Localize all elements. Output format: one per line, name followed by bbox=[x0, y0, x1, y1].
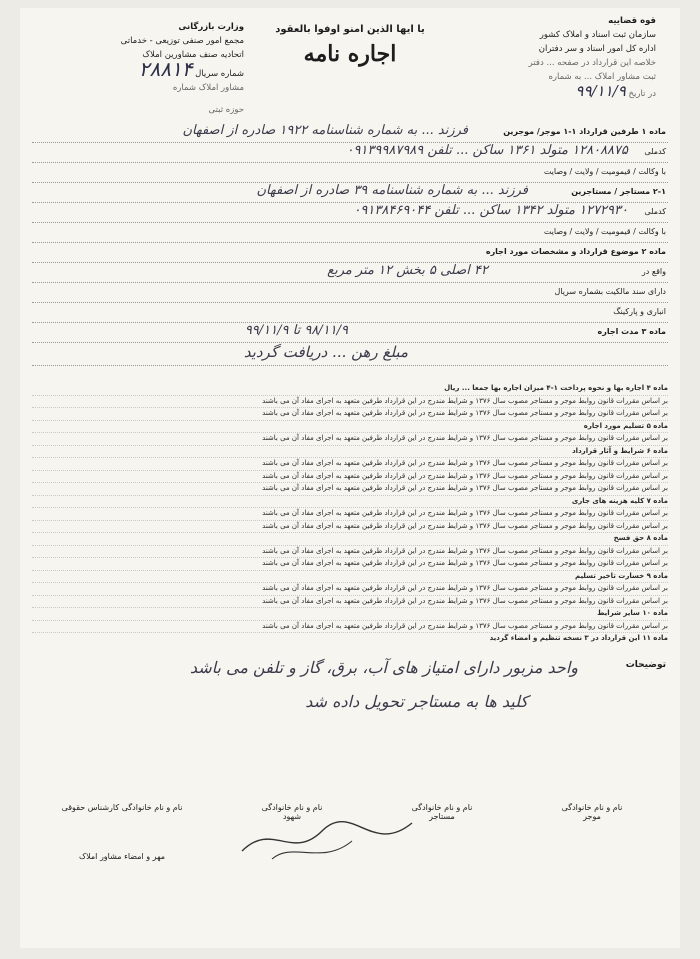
clause-6: ماده ۶ شرایط و آثار قرارداد bbox=[32, 446, 668, 459]
notes-handwritten-2: کلید ها به مستاجر تحویل داده شد bbox=[305, 692, 528, 711]
lessor-agency-label: با وکالت / قیمومیت / ولایت / وصایت bbox=[543, 167, 666, 176]
notes-section bbox=[32, 658, 668, 728]
clause-filler: بر اساس مقررات قانون روابط موجر و مستاجر مصوب سال ۱۳۷۶ و شرایط مندرج در این قرارداد طرفین متعهد به اجرای مفاد آن می باشند bbox=[32, 521, 668, 534]
clause-filler: بر اساس مقررات قانون روابط موجر و مستاجر مصوب سال ۱۳۷۶ و شرایط مندرج در این قرارداد طرفین متعهد به اجرای مفاد آن می باشند bbox=[32, 558, 668, 571]
clause-filler: بر اساس مقررات قانون روابط موجر و مستاجر مصوب سال ۱۳۷۶ و شرایط مندرج در این قرارداد طرفین متعهد به اجرای مفاد آن می باشند bbox=[32, 596, 668, 609]
clause-filler: بر اساس مقررات قانون روابط موجر و مستاجر مصوب سال ۱۳۷۶ و شرایط مندرج در این قرارداد طرفین متعهد به اجرای مفاد آن می باشند bbox=[32, 458, 668, 471]
registration-org-line: سازمان ثبت اسناد و املاک کشور bbox=[539, 30, 656, 40]
header-center bbox=[250, 24, 450, 67]
lessor-line bbox=[32, 123, 668, 143]
date-line bbox=[446, 84, 656, 101]
notes-handwritten-1: واحد مزبور دارای امتیاز های آب، برق، گاز و تلفن می باشد bbox=[189, 658, 578, 677]
lessor-sig-label: نام و نام خانوادگی bbox=[561, 803, 623, 812]
clause-filler: بر اساس مقررات قانون روابط موجر و مستاجر مصوب سال ۱۳۷۶ و شرایط مندرج در این قرارداد طرفین متعهد به اجرای مفاد آن می باشند bbox=[32, 483, 668, 496]
lessee-sig-role: مستاجر bbox=[429, 812, 455, 821]
ministry-line: وزارت بازرگانی bbox=[178, 22, 244, 32]
clause-5: ماده ۵ تسلیم مورد اجاره bbox=[32, 421, 668, 434]
judiciary-line: قوه قضاییه bbox=[608, 16, 656, 26]
deposit-note-line bbox=[32, 343, 668, 366]
clause-filler: بر اساس مقررات قانون روابط موجر و مستاجر مصوب سال ۱۳۷۶ و شرایط مندرج در این قرارداد طرفین متعهد به اجرای مفاد آن می باشند bbox=[32, 583, 668, 596]
clause-filler: بر اساس مقررات قانون روابط موجر و مستاجر مصوب سال ۱۳۷۶ و شرایط مندرج در این قرارداد طرفین متعهد به اجرای مفاد آن می باشند bbox=[32, 408, 668, 421]
clause-filler: بر اساس مقررات قانون روابط موجر و مستاجر مصوب سال ۱۳۷۶ و شرایط مندرج در این قرارداد طرفین متعهد به اجرای مفاد آن می باشند bbox=[32, 546, 668, 559]
clause-9: ماده ۹ خسارت تاخیر تسلیم bbox=[32, 571, 668, 584]
date-handwritten: ۹۹/۱۱/۹ bbox=[575, 82, 626, 100]
clause-filler: بر اساس مقررات قانون روابط موجر و مستاجر مصوب سال ۱۳۷۶ و شرایط مندرج در این قرارداد طرفین متعهد به اجرای مفاد آن می باشند bbox=[32, 508, 668, 521]
lessee-agency-label: با وکالت / قیمومیت / ولایت / وصایت bbox=[543, 227, 666, 236]
lessee-line bbox=[32, 183, 668, 203]
header-left bbox=[34, 20, 244, 117]
clause-filler: بر اساس مقررات قانون روابط موجر و مستاجر مصوب سال ۱۳۷۶ و شرایط مندرج در این قرارداد طرفین متعهد به اجرای مفاد آن می باشند bbox=[32, 433, 668, 446]
clause-4: ماده ۴ اجاره بها و نحوه پرداخت ۱-۴ میزان اجاره بها جمعا ... ریال bbox=[32, 383, 668, 396]
term-label: ماده ۳ مدت اجاره bbox=[597, 327, 666, 336]
witness-sig-label: نام و نام خانوادگی bbox=[261, 803, 323, 812]
party-details-section bbox=[32, 123, 668, 366]
union-line: اتحادیه صنف مشاورین املاک bbox=[142, 50, 244, 60]
lessee-id-label: کدملی bbox=[644, 207, 666, 216]
date-label: در تاریخ bbox=[628, 89, 656, 99]
lessee-id-handwritten: ۱۲۷۲۹۳۰ متولد ۱۳۴۲ ساکن ... تلفن ۰۹۱۳۸۴۶۹۰۴۴ bbox=[353, 203, 628, 218]
subject-label: ماده ۲ موضوع قرارداد و مشخصات مورد اجاره bbox=[485, 247, 666, 256]
lessor-id-line bbox=[32, 143, 668, 163]
lessee-handwritten: فرزند ... به شماره شناسنامه ۳۹ صادره از اصفهان bbox=[256, 183, 528, 198]
serial-line bbox=[34, 57, 244, 81]
signature-area bbox=[38, 803, 662, 923]
serial-number: ۲۸۸۱۴ bbox=[138, 57, 193, 81]
agent-signature bbox=[37, 803, 207, 861]
assembly-line: مجمع امور صنفی توزیعی - خدماتی bbox=[120, 36, 244, 46]
records-dept-line: اداره کل امور اسناد و سر دفتران bbox=[538, 44, 656, 54]
storage-label: انباری و پارکینگ bbox=[613, 307, 666, 316]
serial-label: شماره سریال bbox=[195, 69, 244, 79]
header-right bbox=[446, 14, 656, 101]
agent-sig-label: نام و نام خانوادگی کارشناس حقوقی bbox=[61, 803, 183, 812]
agent-sig-role: مهر و امضاء مشاور املاک bbox=[78, 852, 166, 861]
lessee-label: ۲-۱ مستاجر / مستاجرین bbox=[571, 187, 666, 196]
lessor-agency-line bbox=[32, 163, 668, 183]
registry-number-line: ثبت مشاور املاک ... به شماره bbox=[548, 72, 656, 82]
subject-line bbox=[32, 243, 668, 263]
location-label: واقع در bbox=[641, 267, 666, 276]
deed-line bbox=[32, 283, 668, 303]
location-handwritten: ۴۲ اصلی ۵ بخش ۱۲ متر مربع bbox=[327, 263, 488, 278]
clause-filler: بر اساس مقررات قانون روابط موجر و مستاجر مصوب سال ۱۳۷۶ و شرایط مندرج در این قرارداد طرفین متعهد به اجرای مفاد آن می باشند bbox=[32, 621, 668, 634]
term-handwritten: ۹۸/۱۱/۹ تا ۹۹/۱۱/۹ bbox=[244, 323, 348, 338]
deed-label: دارای سند مالکیت بشماره سریال bbox=[554, 287, 666, 296]
quran-verse: یا ایها الذین امنو اوفوا بالعقود bbox=[275, 24, 425, 35]
storage-line bbox=[32, 303, 668, 323]
handwritten-signature bbox=[232, 811, 432, 871]
lessee-id-line bbox=[32, 203, 668, 223]
registry-zone-line: حوزه ثبتی bbox=[208, 105, 244, 115]
lessor-id-label: کدملی bbox=[644, 147, 666, 156]
deposit-handwritten: مبلغ رهن ... دریافت گردید bbox=[243, 343, 408, 361]
lessor-label: ماده ۱ طرفین قرارداد ۱-۱ موجر/ موجرین bbox=[503, 127, 666, 136]
location-line bbox=[32, 263, 668, 283]
lessor-handwritten: فرزند ... به شماره شناسنامه ۱۹۲۲ صادره از اصفهان bbox=[182, 123, 468, 138]
clause-8: ماده ۸ حق فسخ bbox=[32, 533, 668, 546]
lessor-id-handwritten: ۱۲۸۰۸۸۷۵ متولد ۱۳۶۱ ساکن ... تلفن ۰۹۱۳۹۹۸۷۹۸۹ bbox=[346, 143, 628, 158]
lessor-signature bbox=[522, 803, 662, 821]
lessee-agency-line bbox=[32, 223, 668, 243]
term-line bbox=[32, 323, 668, 343]
contract-terms-block bbox=[32, 383, 668, 643]
clause-filler: بر اساس مقررات قانون روابط موجر و مستاجر مصوب سال ۱۳۷۶ و شرایط مندرج در این قرارداد طرفین متعهد به اجرای مفاد آن می باشند bbox=[32, 396, 668, 409]
summary-line: خلاصه این قرارداد در صفحه ... دفتر bbox=[528, 58, 656, 68]
lessor-sig-role: موجر bbox=[583, 812, 601, 821]
lease-document bbox=[20, 8, 680, 948]
lessee-sig-label: نام و نام خانوادگی bbox=[411, 803, 473, 812]
witness-sig-role: شهود bbox=[282, 812, 302, 821]
notes-label: توضیحات bbox=[625, 660, 666, 670]
document-title: اجاره نامه bbox=[303, 41, 397, 67]
agency-number-line: مشاور املاک شماره bbox=[172, 83, 244, 93]
clause-filler: بر اساس مقررات قانون روابط موجر و مستاجر مصوب سال ۱۳۷۶ و شرایط مندرج در این قرارداد طرفین متعهد به اجرای مفاد آن می باشند bbox=[32, 471, 668, 484]
clause-7: ماده ۷ کلیه هزینه های جاری bbox=[32, 496, 668, 509]
clause-10: ماده ۱۰ سایر شرایط bbox=[32, 608, 668, 621]
clause-11: ماده ۱۱ این قرارداد در ۳ نسخه تنظیم و امضاء گردید bbox=[32, 633, 668, 643]
